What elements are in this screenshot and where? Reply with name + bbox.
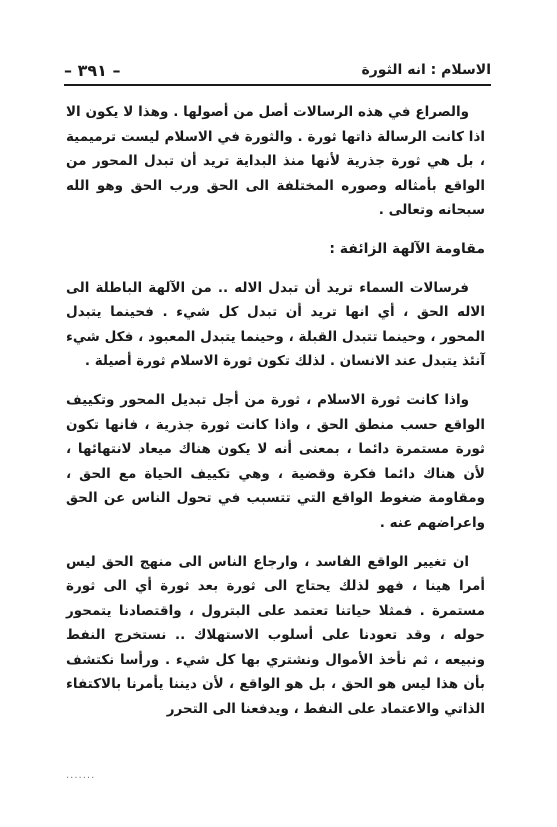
paragraph-gap	[66, 374, 485, 388]
page-number: – ٣٩١ –	[64, 60, 121, 80]
body-text	[66, 100, 485, 722]
paragraph-gap	[66, 536, 485, 550]
paragraph-2: فرسالات السماء تريد أن تبدل الاله .. من الآلهة الباطلة الى الاله الحق ، أي انها تريد أن تبدل كل شيء . فحينما يتبدل المحور ، وحينما تتبدل القبلة ، وحينما يتبدل المعبود ، فكل شيء آنئذ يتبدل عند الانسان . لذلك تكون ثورة الاسلام ثورة أصيلة .	[66, 279, 485, 370]
header-rule	[64, 84, 491, 86]
paragraph-3: واذا كانت ثورة الاسلام ، ثورة من أجل تبديل المحور وتكييف الواقع حسب منطق الحق ، واذا كانت ثورة جذرية ، فانها تكون ثورة مستمرة دائما ، بمعنى أنه لا يكون هناك ميعاد لانتهائها ، لأن هناك دائما فكرة وقضية ، وهي تكييف الحياة مع الحق ، ومقاومة ضغوط الواقع التي تتسبب في تحول الناس عن الحق واعراضهم عنه .	[66, 391, 485, 531]
running-title: الاسلام : انه الثورة	[361, 62, 491, 78]
catchword-mark: .......	[66, 770, 96, 781]
section-heading: مقاومة الآلهة الزائفة :	[329, 240, 485, 257]
page-header	[64, 58, 491, 82]
paragraph-1: والصراع في هذه الرسالات أصل من أصولها . وهذا لا يكون الا اذا كانت الرسالة ذاتها ثورة . والثورة في الاسلام ليست ترميمية ، بل هي ثورة جذرية لأنها منذ البداية تريد أن تبدل المحور من الواقع بأمثاله وصوره المختلفة الى الحق ورب الحق وهو الله سبحانه وتعالى .	[66, 104, 485, 219]
paragraph-4: ان تغيير الواقع الفاسد ، وارجاع الناس الى منهج الحق ليس أمرا هينا ، فهو لذلك يحتاج الى ثورة بعد ثورة أي الى ثورة مستمرة . فمثلا حياتنا تعتمد على البترول ، واقتصادنا يتمحور حوله ، وقد تعودنا على أسلوب الاستهلاك .. نستخرج النفط ونبيعه ، ثم نأخذ الأموال ونشتري بها كل شيء . ورأسا نكتشف بأن هذا ليس هو الحق ، بل هو الواقع ، لأن ديننا يأمرنا بالاكتفاء الذاتي والاعتماد على النفط ، ويدفعنا الى التحرر	[66, 553, 485, 718]
paragraph-gap	[66, 223, 485, 237]
paragraph-gap	[66, 262, 485, 276]
